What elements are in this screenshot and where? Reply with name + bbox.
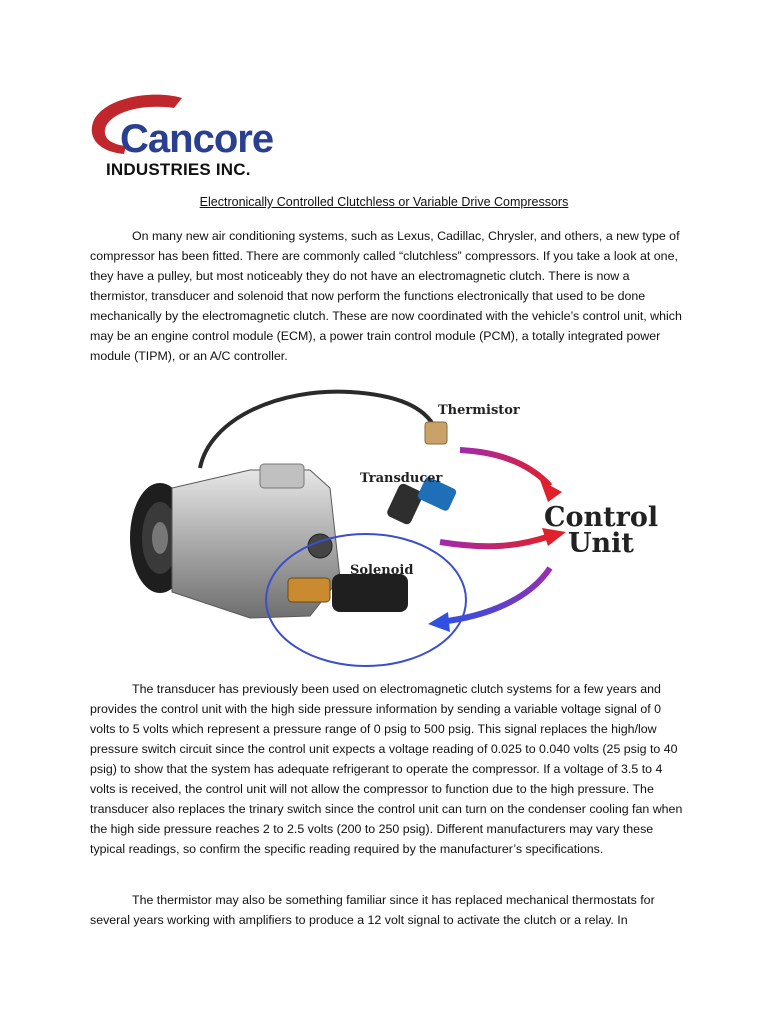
transducer-arrow: [440, 536, 550, 546]
compressor-diagram: [110, 378, 670, 668]
label-control-unit-line1: Control: [544, 502, 659, 533]
paragraph-intro-text: On many new air conditioning systems, such as Lexus, Cadillac, Chrysler, and others, a new type of compressor has been fitted. There are commonly called “clutchless” compressors. If you take a look at one, they have a pulley, but most noticeably they do not have an electromagnetic clutch. There is now a thermistor, transducer and solenoid that now perform the functions electronically that used to be done mechanically by the electromagnetic clutch. These are now coordinated with the vehicle’s control unit, which may be an engine control module (ECM), a power train control module (PCM), a totally integrated power module (TIPM), or an A/C controller.: [90, 229, 682, 363]
label-control-unit-line2: Unit: [568, 528, 634, 559]
document-title: Electronically Controlled Clutchless or Variable Drive Compressors: [199, 195, 569, 209]
solenoid-arrow: [440, 568, 550, 622]
paragraph-transducer-text: The transducer has previously been used on electromagnetic clutch systems for a few years and provides the control unit with the high side pressure information by sending a variable voltage signal of 0 volts to 5 volts which represent a pressure range of 0 psig to 500 psig. This signal replaces the high/low pressure switch circuit since the control unit expects a voltage reading of 0.025 to 0.040 volts (25 psig to 40 psig) to show that the system has adequate refrigerant to operate the compressor. If a voltage of 3.5 to 4 volts is received, the control unit will not allow the compressor to function due to the high pressure. The transducer also replaces the trinary switch since the control unit can turn on the condenser cooling fan when the high side pressure reaches 2 to 2.5 volts (200 to 250 psig). Different manufacturers may vary these typical readings, so confirm the specific reading required by the manufacturer’s specifications.: [90, 682, 683, 856]
paragraph-thermistor-text: The thermistor may also be something familiar since it has replaced mechanical thermostats for several years working with amplifiers to produce a 12 volt signal to activate the clutch or a relay. In: [90, 893, 655, 927]
label-thermistor: Thermistor: [438, 403, 520, 418]
logo-graphic: [86, 92, 286, 162]
paragraph-thermistor: [90, 890, 684, 930]
thermistor-arrow: [460, 450, 550, 486]
solenoid-coil: [288, 578, 330, 602]
solenoid-body: [332, 574, 408, 612]
company-subtitle: INDUSTRIES INC.: [106, 160, 251, 179]
label-solenoid: Solenoid: [350, 563, 414, 578]
thermistor-connector: [425, 422, 447, 444]
compressor-diagram-graphic: [110, 378, 670, 668]
logo-wordmark: Cancore: [120, 117, 274, 161]
paragraph-transducer: [90, 679, 684, 859]
label-transducer: Transducer: [360, 471, 443, 486]
paragraph-intro: [90, 226, 684, 366]
transducer-sensor: [386, 482, 425, 526]
thermistor-wire: [200, 392, 435, 468]
